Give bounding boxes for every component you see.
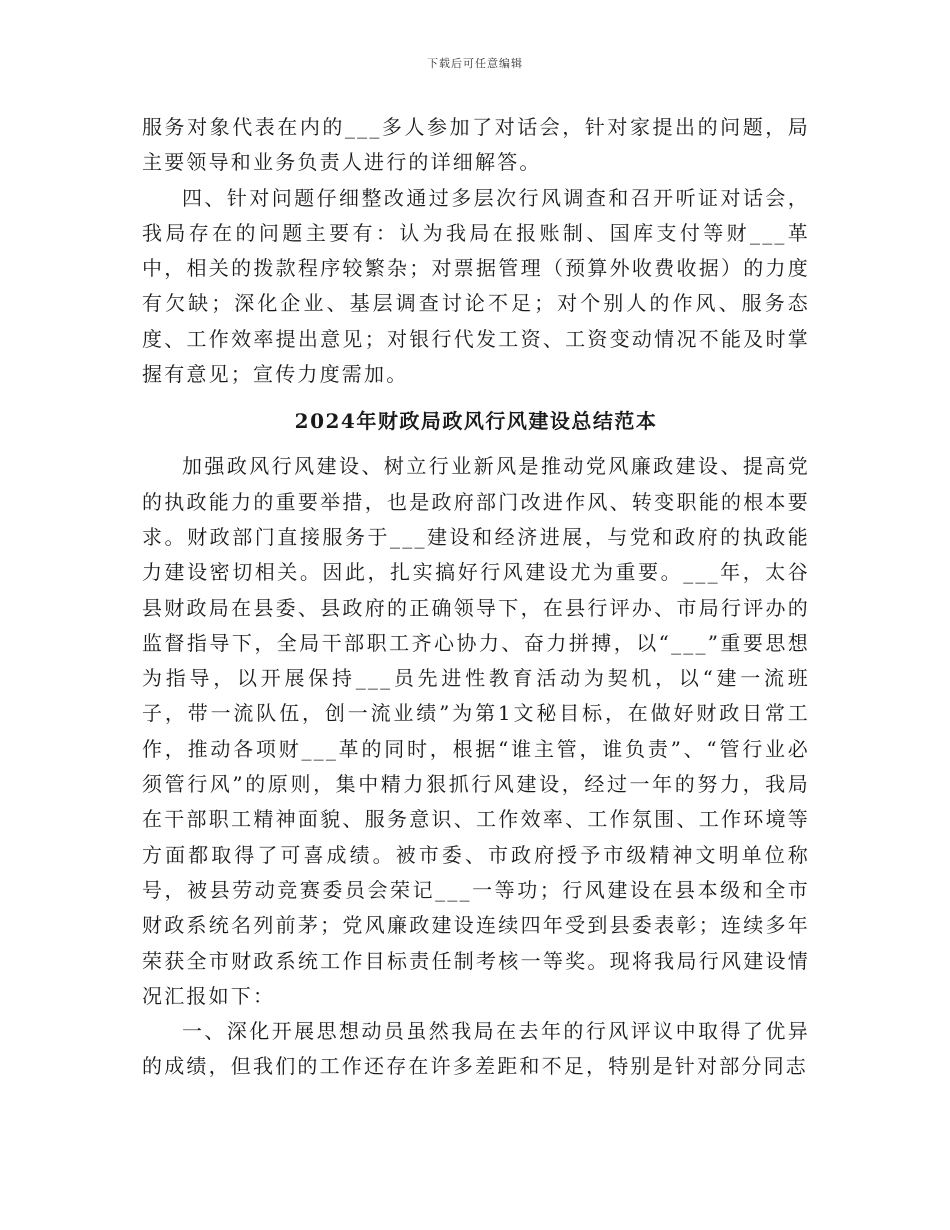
page-header-note: 下载后可任意编辑 [427,57,523,70]
document-body [142,110,810,1085]
paragraph-section-four: 四、针对问题仔细整改通过多层次行风调查和召开听证对话会，我局存在的问题主要有：认为我局在报账制、国库支付等财___革中，相关的拨款程序较繁杂；对票据管理（预算外收费收据）的力度有欠缺；深化企业、基层调查讨论不足；对个别人的作风、服务态度、工作效率提出意见；对银行代发工资、工资变动情况不能及时掌握有意见；宣传力度需加。 [142,185,810,387]
paragraph-continuation: 服务对象代表在内的___多人参加了对话会，针对家提出的问题，局主要领导和业务负责人进行的详细解答。 [142,115,810,175]
document-title: 2024年财政局政风行风建设总结范本 [294,409,658,434]
paragraph-section-one: 一、深化开展思想动员虽然我局在去年的行风评议中取得了优异的成绩，但我们的工作还存在许多差距和不足，特别是针对部分同志 [142,1019,810,1079]
paragraph-intro: 加强政风行风建设、树立行业新风是推动党风廉政建设、提高党的执政能力的重要举措，也是政府部门改进作风、转变职能的根本要求。财政部门直接服务于___建设和经济进展，与党和政府的执政能力建设密切相关。因此，扎实搞好行风建设尤为重要。___年，太谷县财政局在县委、县政府的正确领导下，在县行评办、市局行评办的监督指导下，全局干部职工齐心协力、奋力拼搏，以“___”重要思想为指导，以开展保持___员先进性教育活动为契机，以“建一流班子，带一流队伍，创一流业绩”为第1文秘目标，在做好财政日常工作，推动各项财___革的同时，根据“谁主管，谁负责”、“管行业必须管行风”的原则，集中精力狠抓行风建设，经过一年的努力，我局在干部职工精神面貌、服务意识、工作效率、工作氛围、工作环境等方面都取得了可喜成绩。被市委、市政府授予市级精神文明单位称号，被县劳动竞赛委员会荣记___一等功；行风建设在县本级和全市财政系统名列前茅；党风廉政建设连续四年受到县委表彰；连续多年荣获全市财政系统工作目标责任制考核一等奖。现将我局行风建设情况汇报如下： [142,454,810,1008]
